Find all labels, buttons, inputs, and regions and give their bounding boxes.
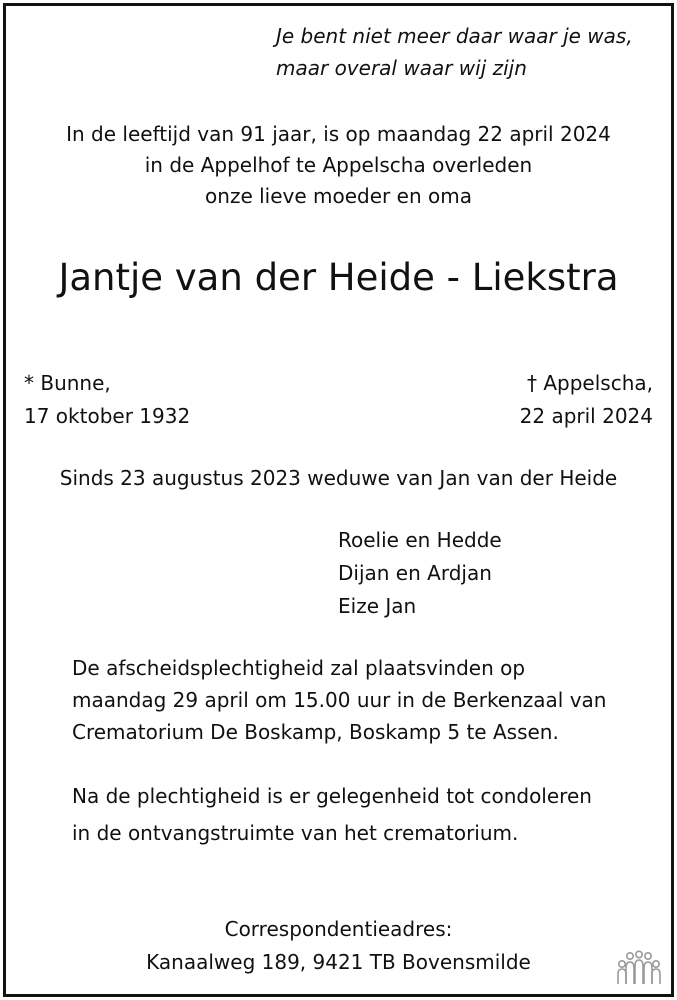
correspondence-address: Kanaalweg 189, 9421 TB Bovensmilde bbox=[146, 950, 531, 974]
people-group-icon bbox=[615, 950, 663, 986]
family-member: Dijan en Ardjan bbox=[338, 561, 492, 585]
birth-date: 17 oktober 1932 bbox=[24, 404, 191, 428]
condolence-line-2: in de ontvangstruimte van het crematorium. bbox=[72, 821, 519, 845]
family-member: Roelie en Hedde bbox=[338, 528, 502, 552]
birth-place: * Bunne, bbox=[24, 371, 111, 395]
notice-frame bbox=[3, 3, 674, 997]
family-member: Eize Jan bbox=[338, 594, 417, 618]
intro-line-1: In de leeftijd van 91 jaar, is op maandag 22 april 2024 bbox=[66, 122, 611, 146]
correspondence-label: Correspondentieadres: bbox=[224, 917, 453, 941]
poem-line-1: Je bent niet meer daar waar je was, bbox=[276, 24, 633, 48]
ceremony-line-3: Crematorium De Boskamp, Boskamp 5 te Assen. bbox=[72, 720, 559, 744]
deceased-name: Jantje van der Heide - Liekstra bbox=[58, 256, 619, 299]
poem-line-2: maar overal waar wij zijn bbox=[276, 56, 527, 80]
death-date: 22 april 2024 bbox=[519, 404, 653, 428]
ceremony-line-2: maandag 29 april om 15.00 uur in de Berkenzaal van bbox=[72, 688, 607, 712]
widow-line: Sinds 23 augustus 2023 weduwe van Jan van der Heide bbox=[59, 466, 618, 490]
condolence-line-1: Na de plechtigheid is er gelegenheid tot condoleren bbox=[72, 784, 592, 808]
intro-line-3: onze lieve moeder en oma bbox=[205, 184, 472, 208]
death-place: † Appelscha, bbox=[527, 371, 653, 395]
ceremony-line-1: De afscheidsplechtigheid zal plaatsvinden op bbox=[72, 656, 526, 680]
intro-line-2: in de Appelhof te Appelscha overleden bbox=[144, 153, 533, 177]
